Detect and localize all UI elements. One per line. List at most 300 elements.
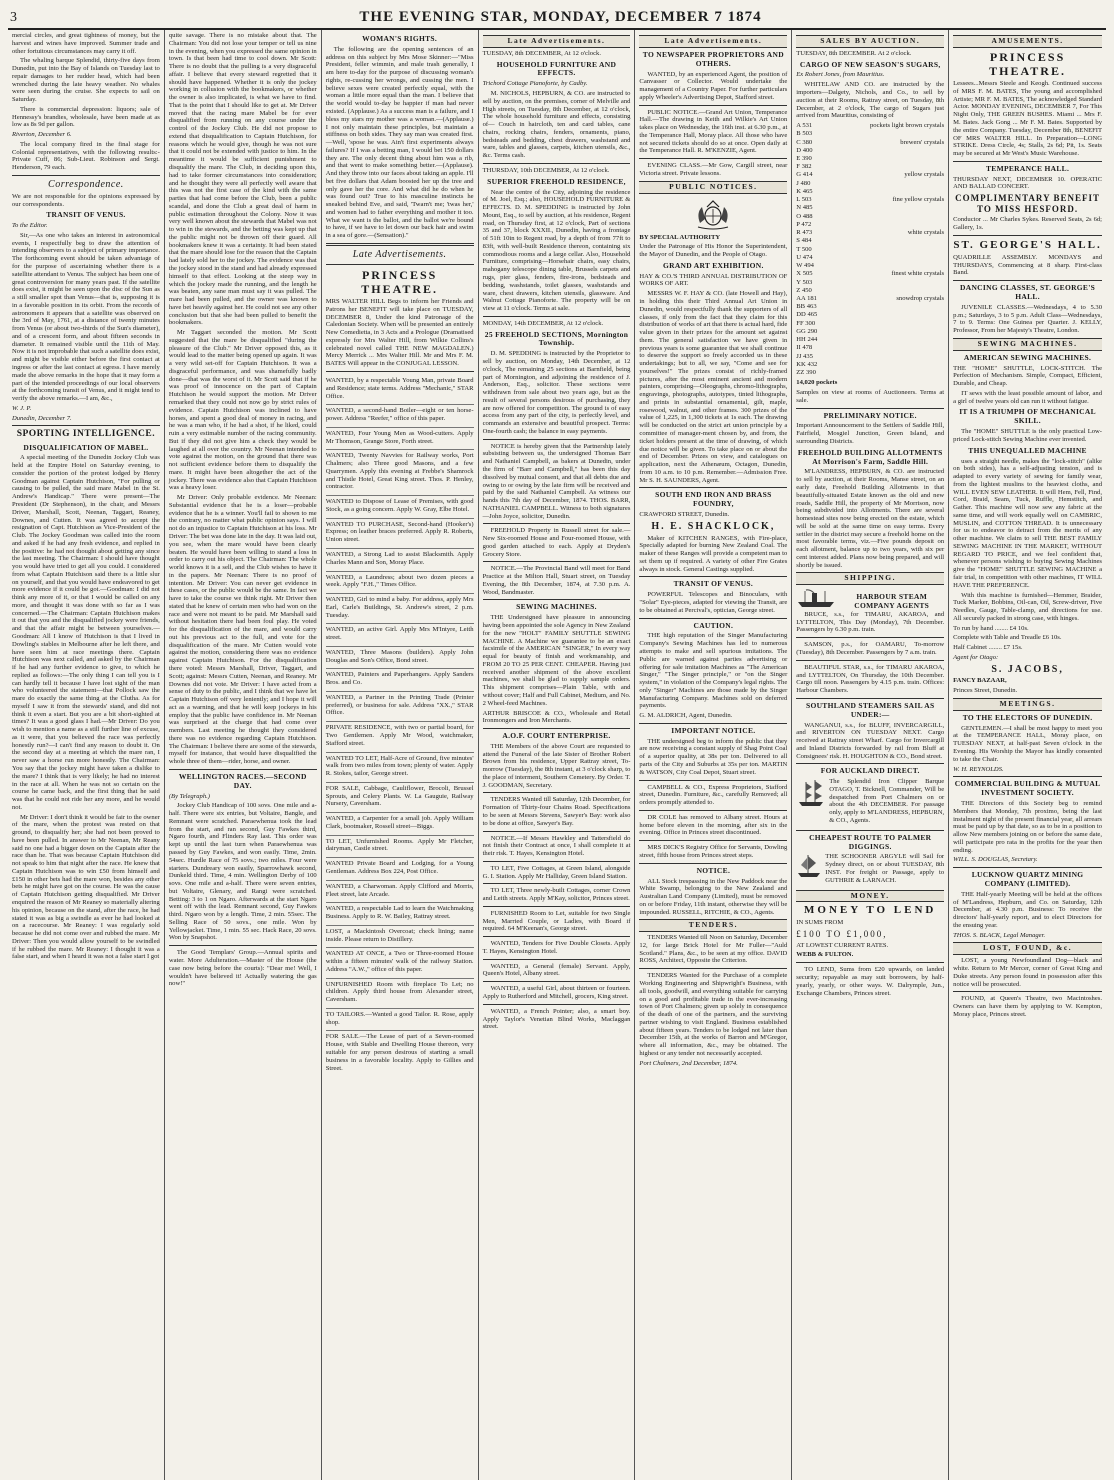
classified-ad <box>326 722 474 752</box>
lot-mark: P 472 <box>796 220 812 228</box>
divider <box>483 981 631 982</box>
useful-girl: WANTED, a useful Girl, about thirteen or fourteen. Apply to Rutherford and Mitchell, grocers, King street. <box>482 985 631 1001</box>
evening-class: EVENING CLASS.—Mr Gow, Cargill street, near Victoria street. Private lessons. <box>639 162 788 177</box>
sugar-lot-row <box>796 311 944 319</box>
divider <box>483 523 631 524</box>
sale1-body: M. NICHOLS, HEPBURN, & CO. are instructed to sell by auction, on the premises, corner of Melville and High streets, on Tuesday, 8th December, at 12 o'clock, The whole household furniture and effects, consisting of— Couch in haircloth, ten and card tables, cane chairs, rocking chairs, fenders, ornaments, piano, bedsteads and bedding, chest drawers, washstand and ware, tables and glasses, carpets, kitchen utensils, &c., &c. Terms cash. <box>482 90 631 160</box>
divider <box>483 599 631 600</box>
commercial-heading: COMMERCIAL BUILDING & MUTUAL INVESTMENT SOCIETY. <box>954 779 1101 798</box>
sugar-lot-row <box>796 353 944 361</box>
sewing-heading: SEWING MACHINES. <box>953 338 1102 351</box>
american-sewing-heading: AMERICAN SEWING MACHINES. <box>963 352 1092 362</box>
correspondence-heading: Correspondence. <box>48 179 124 191</box>
lot-description: finest white crystals <box>891 270 945 278</box>
lot-mark: K 465 <box>796 187 813 195</box>
ship-beautiful-star: BEAUTIFUL STAR, s.s., for TIMARU AKAROA, and LYTTELTON, On Thursday, the 10th December. Cargo till noon. Passengers by 4.15 p.m. train. Offices: Harbour Chambers. <box>796 663 945 695</box>
commercial-signature: WILL. S. DOUGLAS, Secretary. <box>953 856 1038 864</box>
womans-rights-article: The following are the opening sentences of an address on this subject by Mrs Mose Skinner:—"Miss President, feller wimmin, and male trash generally, I am here to-day for the purpose of discussing woman's rights, re-cussing her wrongs, and cussing the men. I believe sexes were created perfectly equal, with the woman a little more equal than the man. I believe that the world would to-day be happier if man had never existed. (Applause.) As a success man is a failure, and I bless my stars my mother was a woman.—(Applause.) I not only maintain these principles, but maintain a stiffness on both sides. They say man was created first.—Well, 'spose he was. Ain't first experiments always failures? If I was a betting man, I would bet 150 dollars they are. The only decent thing about him was a rib, and that went to make something better.—(Applause). And they throw into our faces about taking an apple. I'll bet five dollars that Adam boosted her up the tree and only gave her the core. And what did he do when he was found out? True to his masculine instincts he sneaked behind Eve, and said, 'Twarn't me; 'twas her,' and women had to father everything and mother it too. What we want is the ballot, and the ballot we're bound to have, if we have to let down our back hair and swim in a sea of gore.—(Sensation)." <box>325 45 474 240</box>
sale1-subtitle: Trichord Cottage Pianoforte, by Cadby. <box>482 80 588 88</box>
classified-ad-text: FOR SALE, Cabbage, Cauliflower, Brocoli, Brussel Sprouts, and Celery Plants. W. La Gauguie, Railway Nursery, Caversham. <box>325 784 474 808</box>
wellington-heading: WELLINGTON RACES.—SECOND DAY. <box>178 771 307 790</box>
page-number: 3 <box>10 10 17 25</box>
shipping-heading: SHIPPING. <box>796 572 944 585</box>
sailing-ship-icon <box>796 778 826 808</box>
classified-ad-text: WANTED to Dispose of Lease of Premises, with good Stock, as a going concern. Apply W. Gray, Elbe Hotel. <box>325 498 474 513</box>
home-shuttle-sub: THE "HOME" SHUTTLE, LOCK-STITCH. The Perfection of Mechanism. Simple, Compact, Efficient, Durable, and Cheap. <box>953 364 1102 388</box>
lucknow-body: THE Half-yearly Meeting will be held at the offices of M'Landress, Hepburn, and Co. on Saturday, 12th December, at 4.30 p.m. Business: To receive the directors' half-yearly report, and to elect Directors for the ensuing year. <box>953 890 1102 929</box>
sewing-body-2: The "HOME" SHUTTLE is the only practical Low-priced Lock-stitch Sewing Machine ever invented. <box>953 428 1102 443</box>
sporting-continued-3: Mr Driver: Only probable evidence. Mr Neenan: Substantial evidence that he is a loser—probable evidence that he is a winner. You'll fail to shown to me the contrary, no matter what public opinion says. I will not do an injustice to Captain Hutchison at his loss. Mr Driver: The bet was done late in the day. It was laid out, you see, when the mare would have been clearly beaten. He would have been willing to stand a loss in order to carry out his object. The Chairman: The whole world knows it is a sell, and the Club wishes to have it in the papers. Mr Neenan: There is no proof of intention. Mr Driver: You can never get evidence in these cases, or the public would be the same. In fact we have to take the course we think right. Mr Driver then stated that he knew of certain men who had won on the race and were not meant to be paid. Mr Marshall said without hesitation there had been foul play. He voted for the disqualification of the mare, and would carry out his previous act to the full, and vote for the disqualification of the mare. Mr Cutten would vote against the motion, considering there was no evidence against Captain Hutchison. For the disqualification there voted: Messrs Marshall, Driver, Taggart, and Scott; against: Messrs Cutten, Neenan, and Reaney. Mr Downes did not vote. Mr Driver: I have acted from a sense of duty to the public, and I think that we have let Captain Hutchison off very leniently; and I hope it will act as a warning, and that he will keep jockeys in his employ that the public have confidence in. Mr Neenan was surprised at the charge that had come over members. Last meeting he thought they considered there was no evidence regarding Captain Hutchison. The Chairman: I believe there are some of the stewards, myself for instance, that would have disqualified the whole three of them—rider, horse, and owner. <box>168 494 317 766</box>
money-sums: IN SUMS FROM <box>796 919 844 927</box>
lot-description: white crystals <box>907 229 945 237</box>
divider <box>953 235 1102 236</box>
meetings-heading: MEETINGS. <box>953 698 1102 711</box>
sugar-lot-row <box>796 130 944 138</box>
sugar-lot-row <box>796 213 944 221</box>
bazaar-place: Princes Street, Dunedin. <box>953 687 1018 695</box>
sugar-lot-row <box>796 229 944 237</box>
divider <box>326 371 474 372</box>
cargo-body: WHITELAW AND CO. are instructed by the importers—Dalgety, Nichols, and Co., to sell by auction at their Rooms, Rattray street, on Tuesday, 8th December, at 2 o'clock, The cargo of Sugars just arrived from Mauritius, consisting of <box>796 81 945 120</box>
classified-ad <box>326 572 474 595</box>
sale1-title: HOUSEHOLD FURNITURE AND EFFECTS. <box>496 59 617 78</box>
caution-heading: CAUTION. <box>693 620 734 630</box>
schooner-row <box>796 853 944 886</box>
jacobs-name: S. JACOBS, <box>991 663 1064 675</box>
lot-mark: HH 244 <box>796 336 818 344</box>
foundry-body: Maker of KITCHEN RANGES, with Fire-place, Specially adapted for burning New Zealand Coal. The maker of these Ranges will provide a competent man to set them up if required. A variety of other Fire Grates always in stock. General Castings supplied. <box>639 534 788 573</box>
royal-crest-icon <box>690 197 736 231</box>
express-proprietors: CAMPBELL & CO., Express Proprietors, Stafford street, Dunedin. Furniture, &c., carefully Removed; all orders promptly attended to. <box>639 783 788 807</box>
classified-ad <box>326 594 474 624</box>
lot-description: brewers' crystals <box>900 138 945 146</box>
contract-notice: NOTICE.—If Messrs Hawkley and Tattersfield do not finish their Contract at once, I shall complete it at their risk. T. Hayes, Kensington Hotel. <box>482 834 631 858</box>
classified-ad-text: WANTED, a respectable Lad to learn the Watchmaking Business. Apply to R. W. Bailey, Rattray street. <box>325 905 474 921</box>
sugar-lot-row <box>796 246 944 254</box>
divider <box>326 264 474 265</box>
sugar-lot-row <box>796 303 944 311</box>
foundry-subheading: CRAWFORD STREET, Dunedin. <box>639 511 730 519</box>
wellington-subheading: (By Telegraph.) <box>168 792 210 800</box>
divider <box>796 408 944 409</box>
sewing-unequalled: THIS UNEQUALLED MACHINE <box>968 445 1087 455</box>
divider <box>639 810 787 811</box>
classified-ad <box>326 375 474 405</box>
dancing-body: JUVENILE CLASSES.—Wednesdays, 4 to 5.30 p.m.; Saturdays, 3 to 5 p.m. Adult Class—Wednesdays, 7 to 9. Terms: One Guinea per Quarter. J. KELLY, Professor, From her Majesty's Theatre, London. <box>953 303 1102 335</box>
sewing-body-3: uses a straight needle, makes the "lock-stitch" (alike on both sides), has a self-adjusting tension, and is adapted to every variety of sewing for family wear, from the lightest muslins to the heaviest cloths, and WILL EVEN SEW LEATHER. It will Hem, Fell, Find, Cord, Braid, Seam, Tuck, Ruffle, Hemstitch, and Gather. This machine will now sew any fabric at the same time, and will work equally well on CAMBRIC, MUSLIN, and COTTON THREAD. It is unnecessary for us to endeavor to detract from the merits of any other machine. We claim to sell THE BEST FAMILY SEWING MACHINE IN THE MARKET, WITHOUT REGARD TO PRICE, and we feel confident that, whenever persons wishing to buying Sewing Machines give the "HOME" SHUTTLE SEWING MACHINE a fair trial, in competition with other machines, IT WILL HAVE THE PREFERENCE. <box>953 457 1102 589</box>
sewing-triumph: IT IS A TRIUMPH OF MECHANICAL SKILL. <box>959 407 1096 426</box>
divider <box>483 883 631 884</box>
tenders-road: TENDERS Wanted till Saturday, 12th December, for Formation of Thirty-four Chains Road. Specifications to be seen at Messrs Stevens, Sawyer's Bay: work also to be done at office, Sawyer's Bay. <box>482 796 631 827</box>
divider <box>796 698 944 699</box>
lot-mark: A 531 <box>796 122 813 130</box>
divider <box>639 723 787 724</box>
lot-mark: FF 300 <box>796 319 816 327</box>
classified-ad-text: LOST, a Mackintosh Overcoat; check lining; name inside. Please return to Distillery. <box>325 927 474 943</box>
sale3-date: MONDAY, 14th DECEMBER, At 12 o'clock. <box>482 319 604 327</box>
classified-ad <box>326 926 474 949</box>
electors-heading: TO THE ELECTORS OF DUNEDIN. <box>962 712 1093 722</box>
tenders-closets: WANTED, Tenders for Five Double Closets. Apply T. Hayes, Kensington Hotel. <box>482 940 631 955</box>
sporting-continued-2: Mr Taggart seconded the motion. Mr Scott suggested that the mare be disqualified "during the pleasure of the Club." Mr Driver opposed this, as it would lead to the matter being opened up again. It was a very wild set-off for Captain Hutchison. It was a disgraceful performance, and was shamefully badly done—that was the worst of it. Mr Scott said that if he was proof of innocence on the part of Captain Hutchison he would support the motion. Mr Driver remarked that they could not now go by strict rules of evidence. Captain Hutchison was inclined to have horses, and spent a good deal of money in racing, and he was a man who, if he had a shot, if he liked, could ruin a very estimable number of the racing community. But if they did not give him a check they would be laughed at all over the country. Mr Neenan intended to vote against the motion, on the ground that there was not sufficient evidence before them to disqualify the mare. It might have been altogether the act of the jockey. There was evidence also that Captain Hutchison was a heavy loser. <box>168 329 317 492</box>
classified-ad <box>326 948 474 978</box>
lot-mark: E 390 <box>796 154 812 162</box>
divider <box>953 991 1102 992</box>
schooner-icon <box>796 853 822 879</box>
lot-description: yellow crystals <box>904 171 945 179</box>
art-exhibition-heading: GRAND ART EXHIBITION. <box>662 260 764 270</box>
to-let-new-cottages: TO LET, Three newly-built Cottages, corner Crown and Leith streets. Apply M'Kay, solicitor, Princes street. <box>482 887 631 903</box>
special-authority-sub: Under the Patronage of His Honor the Superintendent, the Mayor of Dunedin, and the People of Otago. <box>639 243 788 259</box>
sugar-lot-row <box>796 344 944 352</box>
classified-ad-text: WANTED Private Board and Lodging, for a Young Gentleman. Address Box 224, Post Office. <box>325 860 474 875</box>
caution-body: THE high reputation of the Singer Manufacturing Company's Sewing Machines has led to numerous attempts to make and sell spurious imitations. The Public are warned against parties advertising or offering for sale imitation Machines as "The American Singer," "The Singer principle," or "on the Singer system," in violation of the Company's legal rights. The only "Singer" Machines are those made by the Singer Manufacturing Company. Machines sold on deferred payments. <box>639 632 788 710</box>
lot-mark: KK 432 <box>796 360 818 368</box>
womans-rights-heading: WOMAN'S RIGHTS. <box>362 34 438 43</box>
money-to-lend: MONEY TO LEND <box>804 904 937 917</box>
column-7 <box>949 30 1106 1480</box>
foundry-heading: SOUTH END IRON AND BRASS FOUNDRY, <box>655 490 772 509</box>
classified-ad <box>326 903 474 926</box>
partnership-notice: NOTICE is hereby given that the Partnership lately subsisting between us, the undersigned Thomas Barr and Nathaniel Campbell, as bakers at Dunedin, under the firm of "Barr and Campbell," has been this day dissolved by mutual consent, and that all debts due and owing to or owing by the late firm will be received and paid by the said Nathaniel Campbell. As witness our hands this 7th day of December, 1874. THOS. BARR, NATHANIEL CAMPBELL. Witness to both signatures—John Joyce, solicitor, Dunedin. <box>482 442 631 520</box>
sugar-lot-row <box>796 279 944 287</box>
divider <box>796 962 944 963</box>
classified-ad-text: WANTED, Girl to mind a baby. For address, apply Mrs Earl, Carle's Buildings, St. Andrew's street, 2 p.m. Tuesday. <box>325 596 474 619</box>
lot-mark: BB 463 <box>796 303 817 311</box>
to-lend-body: TO LEND, Sums from £20 upwards, on landed security; repayable as may suit borrowers, by half-yearly, yearly, or other ways. W. Dalrymple, Jun., Exchange Chambers, Princes street. <box>796 966 945 997</box>
money-rates: AT LOWEST CURRENT RATES. <box>796 941 889 949</box>
price-hand: To run by hand ........ £4 10s. <box>953 624 1029 632</box>
classified-ad <box>326 624 474 647</box>
price-treadle: Complete with Table and Treadle £6 10s. <box>953 634 1062 642</box>
column-2 <box>165 30 322 1480</box>
divider <box>483 561 631 562</box>
divider <box>483 959 631 960</box>
stock-notice-heading: NOTICE. <box>696 865 731 875</box>
lead-paragraph: mercial circles, and great tightness of money, but the harvest and wines have improved. Summer trade and other fortuitous circumstances may carry it off. <box>12 32 160 55</box>
lot-mark: II 478 <box>796 344 813 352</box>
sugar-lot-row <box>796 204 944 212</box>
column-3 <box>322 30 479 1480</box>
allotments-body: M'LANDRESS, HEPBURN, & CO. are instructed to sell by auction, at their Rooms, Manse street, on an early date, Freehold Building Allotments in that beautifully-situated Estate known as the old and new roads, Saddle Hill, the property of Mr Morrison, now being subdivided into Allotments. There are several homestead sites now being erected on the estate, which will be sold at the same time on easy terms. Every settler in the district may secure a freehold home on the most favorable terms, viz.—Five pounds deposit on each allotment, balance up to two years, with six per cent interest added. Plans now being prepared, and will shortly be issued. <box>796 468 945 569</box>
lot-description: fine yellow crystals <box>892 196 945 204</box>
divider <box>639 863 787 864</box>
sewing-machines-body: THE Undersigned have pleasure in announcing having been appointed the sole Agency in New Zealand for the new "HOLT" FAMILY SHUTTLE SEWING MACHINE. A Machine we guarantee to be an exact facsimile of the AMERICAN "SINGER," In every way equal for beauty of finish and workmanship, and FROM 20 TO 25 PER CENT. CHEAPER. Having just received another shipment of the above excellent machines, we shall be glad to supply sample orders. This shipment comprises—Plain Table, with and without cover; Half and Full Cabinet, Medium, and No. 2 Wheel-feed Machines. <box>482 614 631 707</box>
divider <box>639 780 787 781</box>
proprietors-body: WANTED, by an experienced Agent, the position of Canvasser or Collector. Would undertake the management of a Country Paper. For further particulars apply Wheeler's Advertising Depot, Stafford street. <box>639 70 788 101</box>
ship-bruce: BRUCE, s.s., for TIMARU, AKAROA, and LYTTELTON, This Day (Monday), 7th December. Passengers by 6.30 p.m. train. <box>796 610 945 634</box>
divider <box>483 861 631 862</box>
harbour-heading: HARBOUR STEAM COMPANY AGENTS <box>854 592 930 611</box>
lot-mark: DD 465 <box>796 311 818 319</box>
found-macintoshes: FOUND, at Queen's Theatre, two Macintoshes. Owners can have them by applying to W. Kempton, Moray place, Princes street. <box>953 995 1102 1018</box>
classified-ads-list <box>326 375 474 1076</box>
divider <box>483 906 631 907</box>
sale3-title: 25 FREEHOLD SECTIONS, Mornington Township. <box>484 329 629 348</box>
lot-mark: AA 181 <box>796 294 817 302</box>
classified-ad-text: WANTED TO LET, Half-Acre of Ground, five minutes' walk from two miles from town; plenty of water. Apply R. Stokes, tailor, George street. <box>325 754 474 778</box>
sugar-lot-row <box>796 122 944 130</box>
sugar-lot-row <box>796 369 944 377</box>
divider <box>483 792 631 793</box>
sugar-lot-row <box>796 361 944 369</box>
lot-mark: O 488 <box>796 212 813 220</box>
lucknow-signature: THOS. S. BLACK, Legal Manager. <box>953 931 1046 939</box>
classified-ad <box>326 753 474 783</box>
aof-body: THE Members of the above Court are requested to attend the Funeral of the late Sister of Brother Robert Brown from his residence, Upper Rattray street, To-morrow (Tuesday), the 8th instant, at 3 o'clock sharp, to the place of interment, Southern Cemetery. By Order. T. J. GOODMAN, Secretary. <box>482 742 631 789</box>
cargo-heading: CARGO OF NEW SEASON'S SUGARS, <box>799 59 941 69</box>
money-signature: WEBB & FULTON. <box>796 951 854 959</box>
classified-ad-text: WANTED, a Strong Lad to assist Blacksmith. Apply Charles Mann and Son, Moray Place. <box>325 551 474 566</box>
lot-mark: C 380 <box>796 138 813 146</box>
lot-mark: G 414 <box>796 171 813 179</box>
electors-signature: W. H. REYNOLDS. <box>953 765 1004 773</box>
transit-signature: W. J. P. <box>12 404 32 412</box>
lot-description: snowdrop crystals <box>896 294 945 302</box>
sugar-lot-row <box>796 155 944 163</box>
column-5 <box>635 30 792 1480</box>
sporting-article-continued: Mr Driver: I don't think it would be fair to the owner of the mare, when the protest was rested on that ground, to disqualify her; she had not been proved to have been pulled. In answer to Mr Neenan, Mr Reany said no one had a bigger down on the Captain after the race than he. That was because Captain Hutchison did not speak to him that night after the race. He knew that Captain Hutchison was to win £50 from himself and £150 in other bets had the mare won, besides any other bets he might have got on the course. He was the cause of Captain Hutchison getting disqualified. Mr Driver enquired the reason of Mr Reaney so materially altering his opinion, because on the stand, after the race, he had stated it was as big a swindle as ever he had looked at on a racecourse. Mr Reaney: I was regularly sold because he did not come over and rubbed the mare. Mr Driver: Then you would allow yourself to be swindled if he rubbed the mare. Mr Reaney: I thought it was a false start, and when I heard it was not a false start I got <box>12 813 160 961</box>
sale2-title: SUPERIOR FREEHOLD RESIDENCE, <box>487 176 626 186</box>
lot-mark: B 503 <box>796 130 813 138</box>
palmer-body: THE SCHOONER ARGYLE will Sail for Sydney direct, on or about TUESDAY, 8th INST. For freight or Passage, apply to GUTHRIE & LARNACH. <box>825 853 945 884</box>
sugar-lot-row <box>796 171 944 179</box>
band-notice: NOTICE.—The Provincial Band will meet for Band Practice at the Milton Hall, Stuart street, on Tuesday Evening, the 8th December, 1874, at 7.30 p.m. A. Wood, Bandmaster. <box>482 565 631 596</box>
sugar-lot-row <box>796 196 944 204</box>
st-georges-hall: ST. GEORGE'S HALL. <box>953 238 1102 251</box>
classified-ad <box>326 549 474 572</box>
divider <box>169 945 317 946</box>
sugar-lot-row <box>796 163 944 171</box>
lot-mark: T 500 <box>796 245 812 253</box>
sugar-lot-row <box>796 147 944 155</box>
column-6 <box>792 30 949 1480</box>
sugar-lot-row <box>796 336 944 344</box>
auction-heading: SALES BY AUCTION. <box>796 35 944 48</box>
classified-ad-text: TO LET, Unfurnished Rooms. Apply Mr Fletcher, dairyman, Castle street. <box>325 837 474 853</box>
lot-mark: X 505 <box>796 270 813 278</box>
price-cabinet: Half Cabinet ........ £7 15s. <box>953 644 1023 652</box>
princess-theatre-title: PRINCESS THEATRE. <box>989 49 1066 78</box>
lot-description: pockets light brown crystals <box>869 122 945 130</box>
dr-cole-notice: DR COLE has removed to Albany street. Hours at home before eleven in the morning, after six in the evening. Office in Princes street discontinued. <box>639 813 788 837</box>
general-servant: WANTED, a General (female) Servant. Apply, Queen's Hotel, Albany street. <box>482 962 631 978</box>
classified-ad <box>326 979 474 1009</box>
st-georges-body: QUADRILLE ASSEMBLY. MONDAYS and THURSDAYS, Commencing at 8 sharp. First-class Band. <box>953 253 1102 277</box>
divider <box>483 936 631 937</box>
classified-ad <box>326 1031 474 1076</box>
divider <box>796 763 944 764</box>
sewing-machines-signature: ARTHUR BRISCOE & CO., Wholesale and Retail Ironmongers and Iron Merchants. <box>482 709 631 725</box>
lot-mark: Z 450 <box>796 286 812 294</box>
lot-mark: F 382 <box>796 163 812 171</box>
steamship-icon <box>796 587 836 609</box>
sugar-lot-row <box>796 320 944 328</box>
to-let-cottages: TO LET, Five Cottages, at Green Island, alongside G. I. Station. Apply Mr Halliday, Green Island Station. <box>482 864 631 880</box>
column-1 <box>8 30 165 1480</box>
sale1-date: TUESDAY, 8th DECEMBER, At 12 o'clock. <box>482 49 601 57</box>
sugar-lot-row <box>796 270 944 278</box>
divider <box>639 576 787 577</box>
divider <box>796 637 944 638</box>
divider <box>796 830 944 831</box>
lot-mark: W 494 <box>796 262 814 270</box>
divider <box>483 831 631 832</box>
sale3-body: D. M. SPEDDING is instructed by the Proprietor to sell by auction, on Monday, 14th December, at 12 o'clock, The remaining 25 sections at Barnfield, being part of Mornington, and adjoining the residence of J. Anderson, Esq., solicitor. These sections were withdrawn from sale about two years ago, but as the result of several persons desirous of purchasing, they are now offered for competition. The ground is of easy access from any part of the city, is perfectly level, and commands an extensive and beautiful prospect. Terms: One-fourth cash; the balance in easy payments. <box>482 350 631 435</box>
sugar-lot-row <box>796 237 944 245</box>
divider <box>12 425 160 426</box>
auction-date: TUESDAY, 8th DECEMBER. At 2 o'clock. <box>796 49 912 57</box>
sewing-body-4: With this machine is furnished—Hemmer, Braider, Tuck Marker, Bobbins, Oil-can, Oil, Screw-driver, Five Needles, Gauge, Table-clamp, and directions for use. All securely packed in strong case, with hinges. <box>953 591 1102 622</box>
sugar-lot-row <box>796 295 944 303</box>
divider <box>483 316 631 317</box>
lost-found-heading: LOST, FOUND, &c. <box>953 942 1102 955</box>
lot-mark: L 503 <box>796 196 812 204</box>
late-ads-heading: Late Advertisements. <box>352 248 447 260</box>
classified-ad <box>326 428 474 451</box>
sale2-body: Near the centre of the City, adjoining the residence of M. Joel, Esq.; also, HOUSEHOLD FURNITURE & EFFECTS. D. M. SPEDDING is instructed by John Mount, Esq., to sell by auction, at his residence, Regent road, on Thursday first, at 12 o'clock, Part of sections 35 and 37, block XXXII., Dunedin, having a frontage of 51ft 10in to Regent road, by a depth of from 77ft to 83ft, with well-built Residence thereon, containing six commodious rooms and a large cellar. Also, Household Furniture, comprising—Horsehair chairs, easy chairs, mahogany telescope dining table, Brussels carpets and rugs, pier glass, fenders, fire-irons, bedsteads and bedding, washstands, toilet glasses, washstands and ware, chest drawers, kitchen utensils, glassware. And Walnut Cottage Pianoforte. The property will be on view at 11 o'clock. Terms at sale. <box>482 188 631 313</box>
agent-label: Agent for Otago: <box>953 653 999 661</box>
classified-ad <box>326 783 474 813</box>
aof-heading: A.O.F. COURT ENTERPRISE. <box>502 731 611 741</box>
ship-samson: SAMSON, p.s., for OAMARU, To-morrow (Tuesday), 8th December. Passengers by 7 a.m. train. <box>796 641 945 656</box>
masthead <box>8 4 1106 30</box>
lot-mark: D 400 <box>796 146 813 154</box>
commercial-body: THE Directors of this Society beg to remind Members that Monday, 7th proximo, being the last instalment night of the present financial year, all arrears must be paid up by that date, so as to be in a position to allow New members joining on or before the same date, will participate pro rata in the profits for the year then ending. <box>953 799 1102 854</box>
classified-ad <box>326 1009 474 1032</box>
furnished-room: FURNISHED Room to Let, suitable for two Single Men, Married Couple, or Ladies, with Board if required. 64 M'Keenan's, George street. <box>482 909 631 933</box>
lot-mark: S 484 <box>796 237 812 245</box>
depression-paragraph: There is commercial depression: liquors; sale of Hennessy's brandies, wholesale, have been made at as low as 8s 9d per gallon. <box>12 105 160 129</box>
sugar-lot-row <box>796 262 944 270</box>
princess-theatre-ad-title: PRINCESS THEATRE. <box>361 267 439 296</box>
fancy-bazaar: FANCY BAZAAR, <box>953 677 1007 685</box>
wellington-paragraph: The Good Templars' Group.—Annual spirits and water. More Adulteration.—Master of the House (the case now being before the courts): "Dear me! Well, I wouldn't have believed it! Actually watering the gas now!" <box>168 949 317 988</box>
classified-ad-text: TO TAILORS.—Wanted a good Tailor. R. Rose, apply shop. <box>325 1010 474 1026</box>
wellington-article: Jockey Club Handicap of 100 sovs. One mile and a-half. There were six entries, but Voltaire, Bangle, and Remnant were scratched. Paraewhenua took the lead from the start, and ran second, Guy Fawkes third, Ngaro fourth, and Flinders Ray last. This order was kept up until the last turn when Paraewhenua was passed by Guy Fawkes, and won easily. Time, 2min. 54sec. Hurdle Race of 75 sovs.; two miles. Four were starters. Dundreary won easily, Sparrowhawk second, Dunkeld third. Time, 4 min. Wellington Derby of 100 sovs. One mile and a-half. There were seven entries, but Voltaire, Glenary, and Rangi were scratched. Betting: 3 to 1 on Ngaro. Afterwards at the start Ngaro went off with the lead. Remnant second, Guy Fawkes third. Ngaro won by a length. Time, 2 min. 55sec. The Selling Race of 50 sovs., one mile. Won by Yellowjacket. Time, 1 min. 55 sec. Hack Race, 20 sovs. Won by Snapshot. <box>168 802 317 942</box>
divider <box>483 163 631 164</box>
classified-ad <box>326 692 474 722</box>
classified-ad <box>326 858 474 881</box>
freehold-notice: FREEHOLD Property in Russell street for sale.—New Six-roomed House and Four-roomed House, with good garden attached to each. Apply at Dryden's Grocery Store. <box>482 527 631 558</box>
lots-note: Samples on view at rooms of Auctioneers. Terms at sale. <box>796 389 945 404</box>
preliminary-body: Important Announcement to the Settlers of Saddle Hill, Fairfield, Mosgiel Junction, Green Island, and surrounding Districts. <box>796 422 945 445</box>
classified-ad <box>326 496 474 519</box>
riverton-paragraph: The local company fired in the final stage for Colonial representatives, with the following results:- Private Cuff, 86; Sub-Lieut. Robinson and Sergt. Henderson, 79 each. <box>12 140 160 172</box>
divider <box>169 769 317 770</box>
caution-signature: G. M. ALDRICH, Agent, Dunedin. <box>639 712 733 720</box>
special-authority: BY SPECIAL AUTHORITY <box>639 233 721 241</box>
classified-ad <box>326 669 474 692</box>
correspondence-note: We are not responsible for the opinions expressed by our correspondents. <box>12 192 160 208</box>
complimentary-benefit: COMPLIMENTARY BENEFIT TO MISS HESFORD. <box>955 193 1101 214</box>
divider <box>953 161 1102 162</box>
steamship-row <box>796 587 944 611</box>
classified-ad-text: WANTED, Three Masons (builders). Apply John Douglas and Son's Office, Bond street. <box>325 648 474 664</box>
lucknow-heading: LUCKNOW QUARTZ MINING COMPANY (LIMITED). <box>971 870 1084 888</box>
classified-ad <box>326 813 474 836</box>
classified-ad-text: WANTED, Twenty Navvies for Railway works, Port Chalmers; also Three good Masons, and a few Quarrymen. Apply this evening at Frebbe's Shamrock and Thistle Hotel, Great King street. Thos. P. Henley, contractor. <box>325 452 474 491</box>
auckland-heading: FOR AUCKLAND DIRECT. <box>820 766 920 776</box>
art-exhibition-subheading: HAY & CO.'S THIRD ANNUAL DISTRIBUTION OF WORKS OF ART. <box>639 272 788 288</box>
classified-ad-text: WANTED, Painters and Paperhangers. Apply Sanders Bros. and Co. <box>325 671 474 687</box>
divider <box>639 105 787 106</box>
newspaper-title: THE EVENING STAR, MONDAY, DECEMBER 7 1874 <box>359 9 762 25</box>
classified-ad-text: WANTED, a Partner in the Printing Trade (Printer preferred), or business for sale. Address "XX.," STAR Office. <box>325 693 474 717</box>
classified-ad <box>326 519 474 549</box>
preliminary-heading: PRELIMINARY NOTICE. <box>823 410 917 420</box>
registry-office: MRS DICK'S Registry Office for Servants, Dowling street, fifth house from Princes street steps. <box>639 844 788 859</box>
palmer-heading: CHEAPEST ROUTE TO PALMER DIGGINGS. <box>809 832 932 851</box>
telescope-heading: TRANSIT OF VENUS. <box>673 579 754 589</box>
divider <box>953 776 1102 777</box>
southland-body: WANGANUI, s.s., for BLUFF, INVERCARGILL, and RIVERTON ON TUESDAY NEXT. Cargo received at Rattray street Wharf. Cargo for Invercargill and Inland Districts forwarded by rail from Bluff at Consignees' risk. H. HOUGHTON & CO., Bond street. <box>796 721 945 760</box>
sugar-lot-row <box>796 180 944 188</box>
classified-ad <box>326 836 474 859</box>
money-heading: MONEY. <box>796 890 944 903</box>
lot-mark: U 474 <box>796 253 813 261</box>
classified-ad <box>326 405 474 428</box>
temperance-body: THURSDAY NEXT, DECEMBER 10. OPERATIC AND BALLAD CONCERT. <box>953 175 1102 191</box>
riverton-dateline: Riverton, December 6. <box>12 131 72 139</box>
sugar-lot-row <box>796 221 944 229</box>
divider <box>12 175 160 176</box>
classified-ad-text: WANTED, a Laundress; about two dozen pieces a week. Apply "F.H.," Times Office. <box>325 573 474 589</box>
sugar-lot-row <box>796 188 944 196</box>
lot-mark: GG 290 <box>796 327 818 335</box>
art-union-notice: PUBLIC NOTICE.—Grand Art Union, Temperance Hall.—The drawing in Keith and Wilkie's Art Union takes place on Wednesday, the 16th inst. at 6.30 p.m., at the Temperance Hall, Moray place. All those who have not secured tickets should do so at once. Open daily at the Temperance Hall. R. M'KENZIE, Agent. <box>639 108 788 155</box>
classified-ad <box>326 881 474 904</box>
divider <box>639 487 787 488</box>
art-exhibition-body: MESSRS W. F. HAY & CO. (late Howell and Hay), in holding this their Third Annual Art Union in Dunedin, would respectfully thank the supporters of all classes, if only from the fact that they claim for this distribution of works of art that there is actual hard, fide value given in their prizes for the amount set against them. The general satisfaction we have given in previous years is some guarantee that we shall continue to deserve the support so freely accorded us in these undertakings; but to all, we say, "Come and see for yourselves!" The prizes consist of richly-framed pictures, after the most eminent ancient and modern painters, comprising—Oleographs, chromo-lithographs, engravings, photographs, autotypes, tinted lithographs, and prints in substantial ornamental, gilt, maple, rosewood, walnut, and other frames. 300 prizes of the value of 1,225, in 1,300 tickets at 1s each. The drawing will be conducted on the strict art union principle by a committee of manager-ment chosen by, and from, the ticket holders present at the time of drawing, of which due notice will be given. To take place on or about the end of December. Prizes on view, and catalogues on application, next the Athenæum, Octagon, Dunedin, from 10 a.m. to 10 p.m. Remember.—Admission Free. Mr S. H. SAUNDERS, Agent. <box>639 290 788 484</box>
cargo-subheading: Ex Robert Jones, from Mauritius. <box>796 71 885 79</box>
late-ads-heading: Late Advertisements. <box>639 35 787 48</box>
important-notice-heading: IMPORTANT NOTICE. <box>671 725 756 735</box>
tenders-place: Port Chalmers, 2nd December, 1874. <box>639 1059 738 1067</box>
lot-mark: J 480 <box>796 179 811 187</box>
sporting-subheading: DISQUALIFICATION OF MABEL. <box>23 442 149 452</box>
auckland-body: The Splendid Iron Clipper Barque OTAGO, T. Bicknell, Commander, Will be despatched from Port Chalmers on or about the 4th DECEMBER. For passage only, apply to M'LANDRESS, HEPBURN, & CO., Agents. <box>829 778 945 824</box>
sugar-lot-row <box>796 254 944 262</box>
lots-total: 14,020 pockets <box>796 379 838 387</box>
complimentary-body: Conductor ... Mr Charles Sykes. Reserved Seats, 2s 6d; Gallery, 1s. <box>953 216 1102 232</box>
sewing-body: IT sews with the least possible amount of labor, and a girl of twelve years old can run it without fatigue. <box>953 389 1102 405</box>
french-pointer: WANTED, a French Pointer; also, a smart boy. Apply Taylor's Venetian Blind Works, Maclaggan street. <box>482 1007 631 1031</box>
lot-mark: ZZ 390 <box>796 369 816 377</box>
princess-theatre-ad-body: MRS WALTER HILL Begs to inform her Friends and Patrons her BENEFIT will take place on TUESDAY, DECEMBER 8, Under the kind Patronage of the Caledonian Society. When will be presented an entirely New Comedietta, in 3 Acts and a Prologue (Dramatised expressly for Mrs Walter Hill, from Wilkie Collins's celebrated novel called THE NEW MAGDALEN.) Mercy Merrick ... Mrs Walter Hill. Mr and Mrs F. M. BATES Will appear in the CONJUGAL LESSON. <box>325 298 474 368</box>
divider <box>639 840 787 841</box>
classified-ad-text: WANTED AT ONCE, a Two or Three-roomed House within a fifteen minutes' walk of the railway Station. Address "A.W.," office of this paper. <box>325 950 474 973</box>
sporting-continued: quite savage. There is no mistake about that. The Chairman: You did not lose your temper or tell us nine in the evening, when you expressed the same opinion in town. Is that been had time to cool down. Mr Scott: There is no doubt that the pulling is a very disgraceful affair. I believe that every steward regretted that it should have happened. Whether it is only the jockey working in collusion with the bookmakers, or whether the owner is also implicated, is what we have to find. That is the point that I should like to get at. Mr Driver moved that the racing mare Mabel be for ever disqualified from running on any course under the control of the Jockey Club. He did not propose to extend that disqualification to Captain Hutchison, for reasons which he would give, though he was not sure that it could not be extended with justice to him. In the meantime it would be sufficient punishment to disqualify the mare. The Club, in deciding upon this, had to take former circumstances into consideration; and he thought they were all perfectly well aware that this was not the first case of the kind with the same parties that had come before the Club, been a public scandal, and done the Club a great deal of harm in public estimation throughout the Colony. Now it was very well known about the stewards that Mabel was not to win in the stewards, and the betting was kept up that the public might not be thrown off their guard. All bookmakers knew it was a certainty. It had been stated that the mare should lose for the reason that the Captain had lately sold her to the jockey. The evidence was that the jockey stood in the stand and had already expressed himself to that effect. Looking at the steep way in which the jockey made the running, and the length he was beaten, any sane man must say it was pulled. The mare had been pulled, and the owner was known to have bet heavily against her. He could not see any other conclusion but that she had been pulled to benefit the bookmakers. <box>168 32 317 327</box>
lot-mark: R 473 <box>796 229 813 237</box>
divider <box>796 660 944 661</box>
dancing-heading: DANCING CLASSES, ST. GEORGE'S HALL. <box>960 283 1096 302</box>
late-ads-heading: Late Advertisements. <box>483 35 631 48</box>
classified-ad-text: WANTED, an active Girl. Apply Mrs M'Intyre, Leith street. <box>325 626 474 642</box>
sewing-machines-heading: SEWING MACHINES. <box>516 602 597 612</box>
southland-heading: SOUTHLAND STEAMERS SAIL AS UNDER:— <box>805 700 935 719</box>
column-4 <box>479 30 636 1480</box>
classified-ad-text: FOR SALE.—The Lease of part of a Seven-roomed House, with Stable and Dwelling House thereon, very suitable for any person desirous of starting a small business in a favorable locality. Apply to Gillies and Street. <box>325 1033 474 1072</box>
sugar-lot-row <box>796 287 944 295</box>
tenders-hotel: TENDERS Wanted till Noon on Saturday, December 12, for large Brick Hotel for Mr Fuller—"Auld Scotland." Plans, &c., to be seen at my office. DAVID ROSS, Architect, Opposite the Criterion. <box>639 934 788 965</box>
classified-ad <box>326 647 474 670</box>
classified-ad-text: WANTED, a Charwoman. Apply Clifford and Morris, Fleet street, late Arcade. <box>325 882 474 898</box>
whaling-paragraph: The whaling barque Splendid, thirty-five days from Dunedin, put into the Bay of Islands on Tuesday last to repair damages to her rudder head, which had been wrenched during the late heavy weather. No whales were seen during the cruise. She expects to sail on Saturday. <box>12 57 160 104</box>
divider <box>483 1004 631 1005</box>
temperance-heading: TEMPERANCE HALL. <box>986 163 1070 173</box>
classified-ad-text: PRIVATE RESIDENCE, with two or partial board, for Two Gentlemen. Apply Mr Wood, watchmaker, Stafford street. <box>325 724 474 747</box>
